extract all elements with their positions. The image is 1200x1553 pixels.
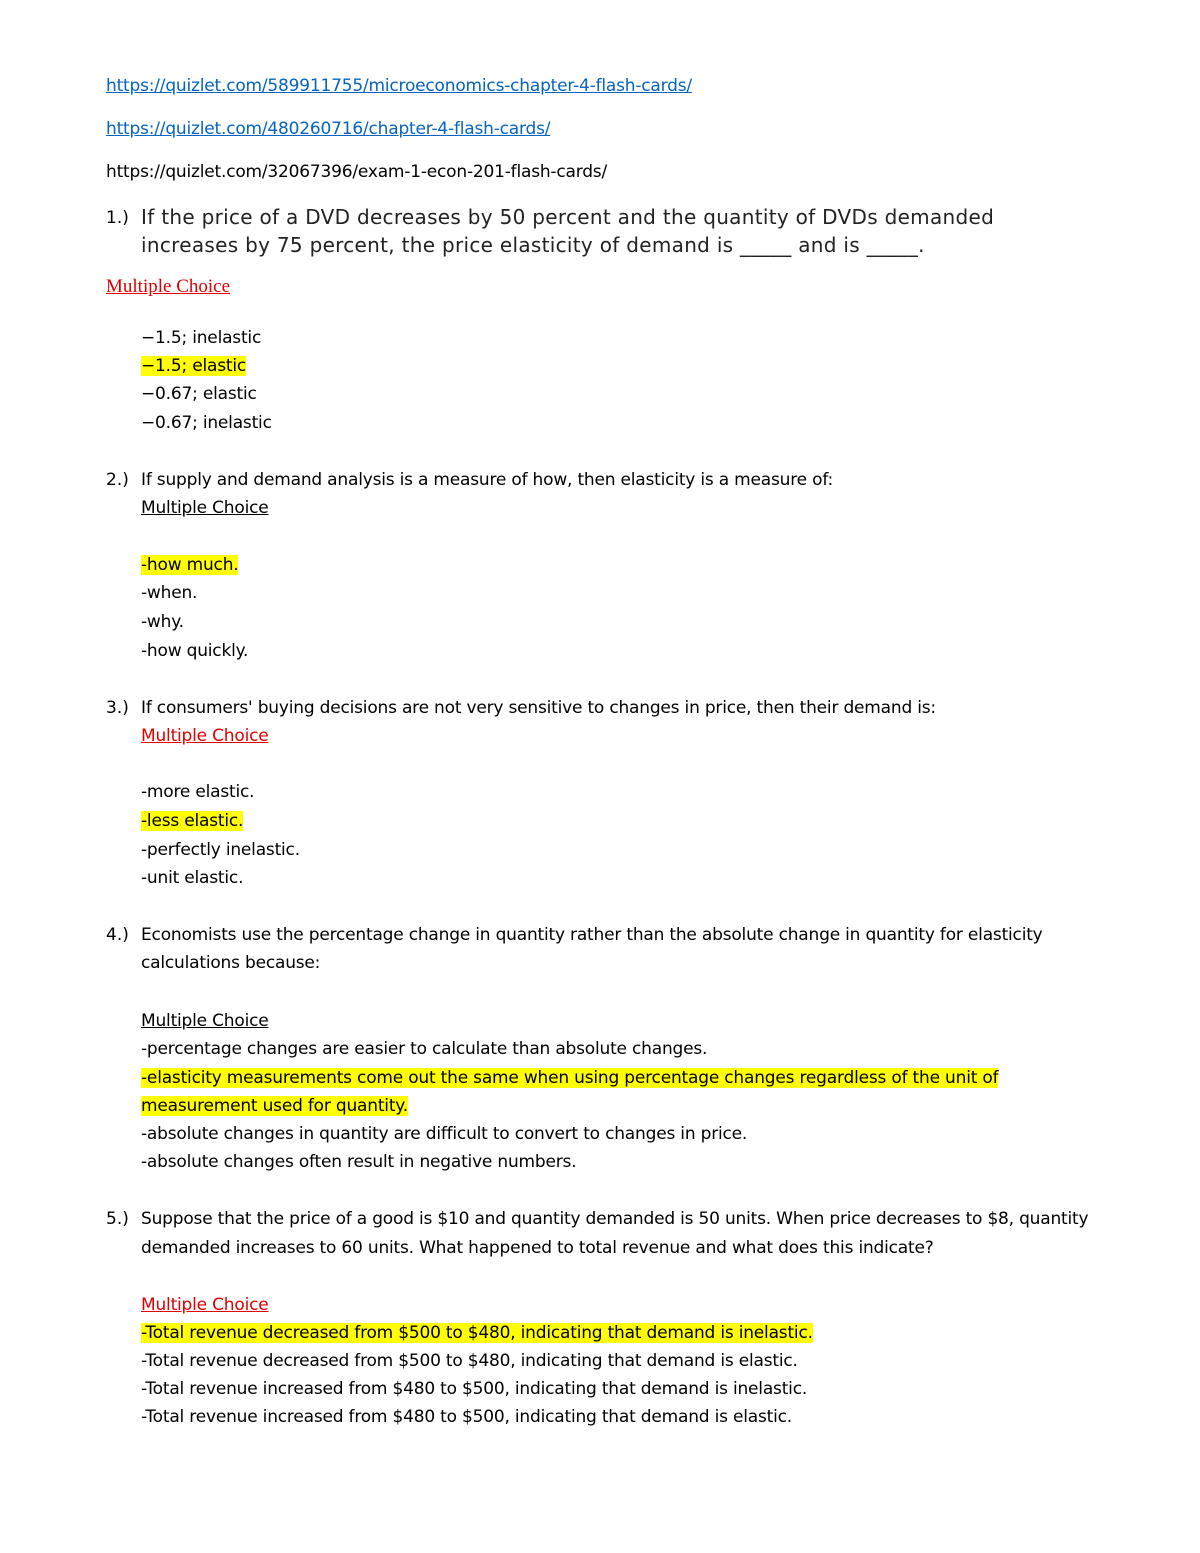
question-4-option-2-continued <box>141 1094 408 1118</box>
question-4-option-4: -absolute changes often result in negative numbers. <box>141 1152 577 1172</box>
highlighted-answer: -how much. <box>141 555 239 575</box>
question-2-option-2: -when. <box>141 583 198 603</box>
highlighted-answer: -Total revenue decreased from $500 to $480, indicating that demand is inelastic. <box>141 1323 813 1343</box>
question-2-multiple-choice-label: Multiple Choice <box>141 498 269 518</box>
question-2-option-4: -how quickly. <box>141 641 249 661</box>
question-1-option-4: −0.67; inelastic <box>141 413 272 433</box>
highlighted-answer: -less elastic. <box>141 811 244 831</box>
question-5-option-1 <box>141 1321 813 1345</box>
question-4-number: 4.) <box>106 925 129 945</box>
quizlet-link-1[interactable]: https://quizlet.com/589911755/microeconomics-chapter-4-flash-cards/ <box>106 76 692 96</box>
question-5-option-3: -Total revenue increased from $480 to $500, indicating that demand is inelastic. <box>141 1379 808 1399</box>
question-1-number: 1.) <box>106 208 129 228</box>
question-5-option-2: -Total revenue decreased from $500 to $480, indicating that demand is elastic. <box>141 1351 798 1371</box>
question-2-number: 2.) <box>106 470 129 490</box>
question-3-number: 3.) <box>106 698 129 718</box>
highlighted-answer: measurement used for quantity. <box>141 1096 408 1116</box>
question-2-option-1 <box>141 553 238 577</box>
question-4-option-3: -absolute changes in quantity are difficult to convert to changes in price. <box>141 1124 748 1144</box>
question-5-multiple-choice-label: Multiple Choice <box>141 1295 269 1315</box>
question-1-option-3: −0.67; elastic <box>141 384 257 404</box>
question-3-multiple-choice-label: Multiple Choice <box>141 726 269 746</box>
question-5-line-2: demanded increases to 60 units. What happened to total revenue and what does this indicate? <box>141 1238 934 1258</box>
question-3-line-1: If consumers' buying decisions are not very sensitive to changes in price, then their demand is: <box>141 698 936 718</box>
quizlet-link-2[interactable]: https://quizlet.com/480260716/chapter-4-flash-cards/ <box>106 119 551 139</box>
question-4-option-2 <box>141 1066 998 1090</box>
question-1-option-1: −1.5; inelastic <box>141 328 262 348</box>
question-3-option-3: -perfectly inelastic. <box>141 840 300 860</box>
question-5-number: 5.) <box>106 1209 129 1229</box>
question-3-option-4: -unit elastic. <box>141 868 244 888</box>
highlighted-answer: -elasticity measurements come out the same when using percentage changes regardless of the unit of <box>141 1068 999 1088</box>
question-4-line-2: calculations because: <box>141 953 321 973</box>
question-1-multiple-choice-label: Multiple Choice <box>106 276 231 297</box>
question-5-option-4: -Total revenue increased from $480 to $500, indicating that demand is elastic. <box>141 1407 792 1427</box>
question-2-line-1: If supply and demand analysis is a measure of how, then elasticity is a measure of: <box>141 470 834 490</box>
question-5-line-1: Suppose that the price of a good is $10 and quantity demanded is 50 units. When price decreases to $8, quantity <box>141 1209 1089 1229</box>
question-4-option-1: -percentage changes are easier to calculate than absolute changes. <box>141 1039 708 1059</box>
question-3-option-1: -more elastic. <box>141 782 255 802</box>
highlighted-answer: −1.5; elastic <box>141 356 247 376</box>
question-1-line-1: If the price of a DVD decreases by 50 percent and the quantity of DVDs demanded <box>141 205 995 229</box>
question-2-option-3: -why. <box>141 612 184 632</box>
question-3-option-2 <box>141 809 243 833</box>
question-1-option-2 <box>141 354 246 378</box>
question-4-line-1: Economists use the percentage change in quantity rather than the absolute change in quantity for elasticity <box>141 925 1043 945</box>
quizlet-url-3: https://quizlet.com/32067396/exam-1-econ-201-flash-cards/ <box>106 162 607 182</box>
question-4-multiple-choice-label: Multiple Choice <box>141 1011 269 1031</box>
question-1-line-2: increases by 75 percent, the price elasticity of demand is _____ and is _____. <box>141 233 925 257</box>
